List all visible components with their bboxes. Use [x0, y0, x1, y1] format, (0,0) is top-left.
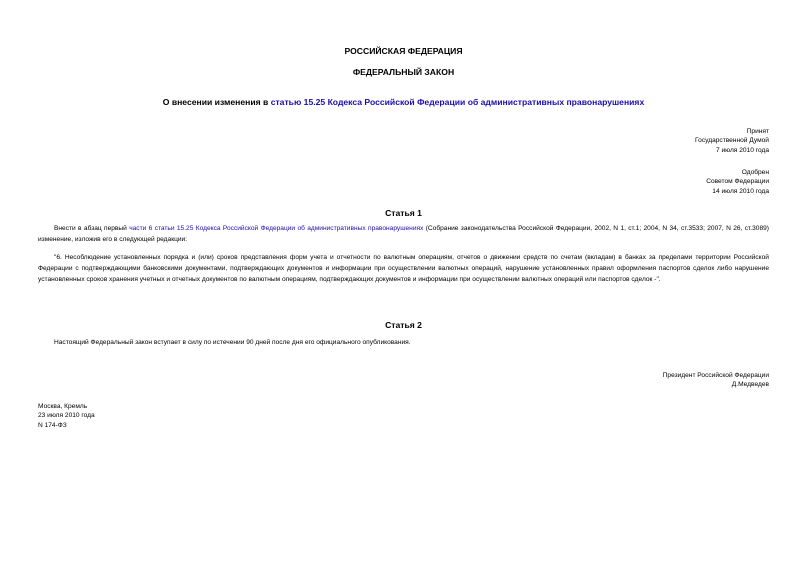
article-2-text-body: Настоящий Федеральный закон вступает в силу по истечении 90 дней после дня его официального опубликования.	[54, 339, 411, 346]
article-2-text	[38, 338, 769, 349]
place-location: Москва, Кремль	[38, 403, 88, 410]
approval-block	[706, 168, 769, 196]
law-title-prefix: О внесении изменения в	[162, 97, 271, 107]
law-title-link[interactable]: статью 15.25 Кодекса Российской Федерации об административных правонарушениях	[270, 97, 645, 107]
article-1-heading: Статья 1	[385, 208, 422, 218]
article-1-intro	[38, 224, 769, 246]
article-1-quote	[38, 253, 769, 286]
approved-by: Советом Федерации	[706, 178, 769, 186]
adopted-label: Принят	[746, 128, 769, 135]
signature-position: Президент Российской Федерации	[662, 372, 769, 379]
article-1-intro-prefix: Внести в абзац первый	[54, 225, 130, 232]
approved-label: Одобрен	[741, 169, 769, 176]
signature-name: Д.Медведев	[731, 381, 769, 389]
adopted-date: 7 июля 2010 года	[715, 146, 769, 154]
country-heading: РОССИЙСКАЯ ФЕДЕРАЦИЯ	[344, 46, 463, 56]
article-2-heading: Статья 2	[385, 320, 422, 330]
document-type-heading: ФЕДЕРАЛЬНЫЙ ЗАКОН	[352, 67, 455, 77]
signature-block	[663, 371, 769, 390]
article-1-intro-link[interactable]: части 6 статьи 15.25 Кодекса Российской Федерации об административных правонарушениях	[129, 225, 424, 232]
article-1-quote-text: "6. Несоблюдение установленных порядка и (или) сроков представления форм учета и отчетности по валютным операциям, отчетов о движении средств по счетам (вкладам) в банках за пределами территории Российской Федерации с подтверждающими банковскими документами, подтверждающих документов и информации при осуществлении валютных операций, нарушение установленных правил оформления паспортов сделок либо нарушение установленных сроков хранения учетных и отчетных документов по валютным операциям, подтверждающих документов и информации при осуществлении валютных операций или паспортов сделок -".	[38, 254, 769, 283]
law-title	[0, 97, 807, 107]
article-1-intro-suffix: (Собрание законодательства Российской Федерации, 2002, N 1, ст.1; 2004, N 34, ст.3533; 2007, N 26, ст.3089) изменение, изложив его в следующей редакции:	[38, 225, 769, 243]
approved-date: 14 июля 2010 года	[712, 187, 769, 195]
place-date: 23 июля 2010 года	[38, 412, 95, 420]
place-date-block	[38, 402, 95, 430]
adoption-block	[695, 127, 769, 155]
adopted-by: Государственной Думой	[695, 137, 769, 145]
law-number: N 174-ФЗ	[38, 421, 67, 429]
